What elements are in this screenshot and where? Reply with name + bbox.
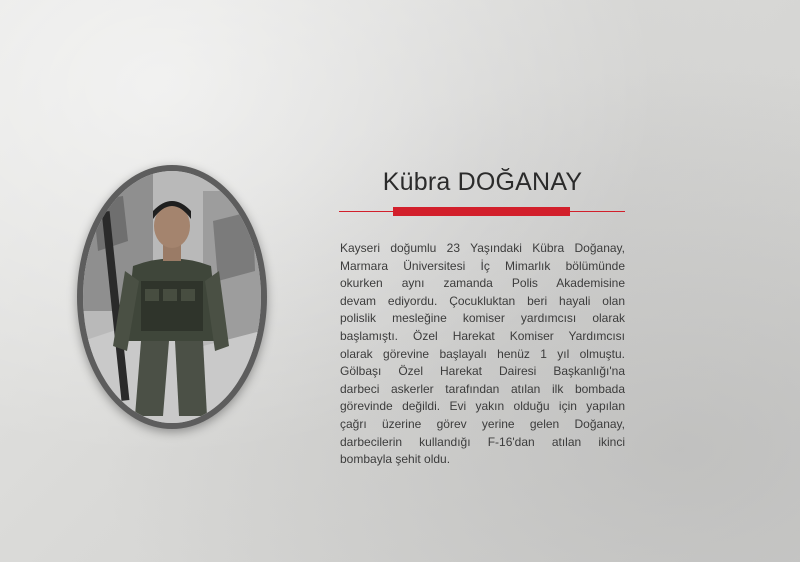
bio-line: Gölbaşı Özel Harekat Dairesi Başkanlığı'na bbox=[340, 364, 625, 379]
title-accent-bar bbox=[393, 207, 570, 216]
bio-line: Marmara Üniversitesi İç Mimarlık bölümünde bbox=[340, 258, 625, 273]
bio-line: darbeci askerler tarafından atılan ilk bombada bbox=[340, 381, 625, 396]
bio-line: darbecilerin kullandığı F-16'dan atılan ikinci bbox=[340, 434, 625, 449]
bio-line: bombayla şehit oldu. bbox=[340, 452, 451, 467]
portrait-photo bbox=[83, 171, 261, 423]
soldier-portrait-icon bbox=[83, 171, 261, 423]
bio-line: başlamıştı. Özel Harekat Komiser Yardımcısı bbox=[340, 328, 625, 343]
bio-line: çağrı üzerine görev yerine gelen Doğanay, bbox=[340, 416, 625, 431]
bio-line: devam ediyordu. Çocukluktan beri hayali olan bbox=[340, 293, 625, 308]
biography-text bbox=[340, 240, 625, 469]
portrait-frame bbox=[77, 165, 267, 429]
bio-line: okurken aynı zamanda Polis Akademisine bbox=[340, 276, 625, 291]
bio-line: görevinde değildi. Evi yakın olduğu için yapılan bbox=[340, 399, 625, 414]
bio-line: olarak görevine başlayalı henüz 1 yıl olmuştu. bbox=[340, 346, 625, 361]
bio-line: polislik mesleğine komiser yardımcısı olarak bbox=[340, 311, 625, 326]
person-name: Kübra DOĞANAY bbox=[382, 168, 583, 196]
bio-line: Kayseri doğumlu 23 Yaşındaki Kübra Doğanay, bbox=[340, 241, 625, 255]
